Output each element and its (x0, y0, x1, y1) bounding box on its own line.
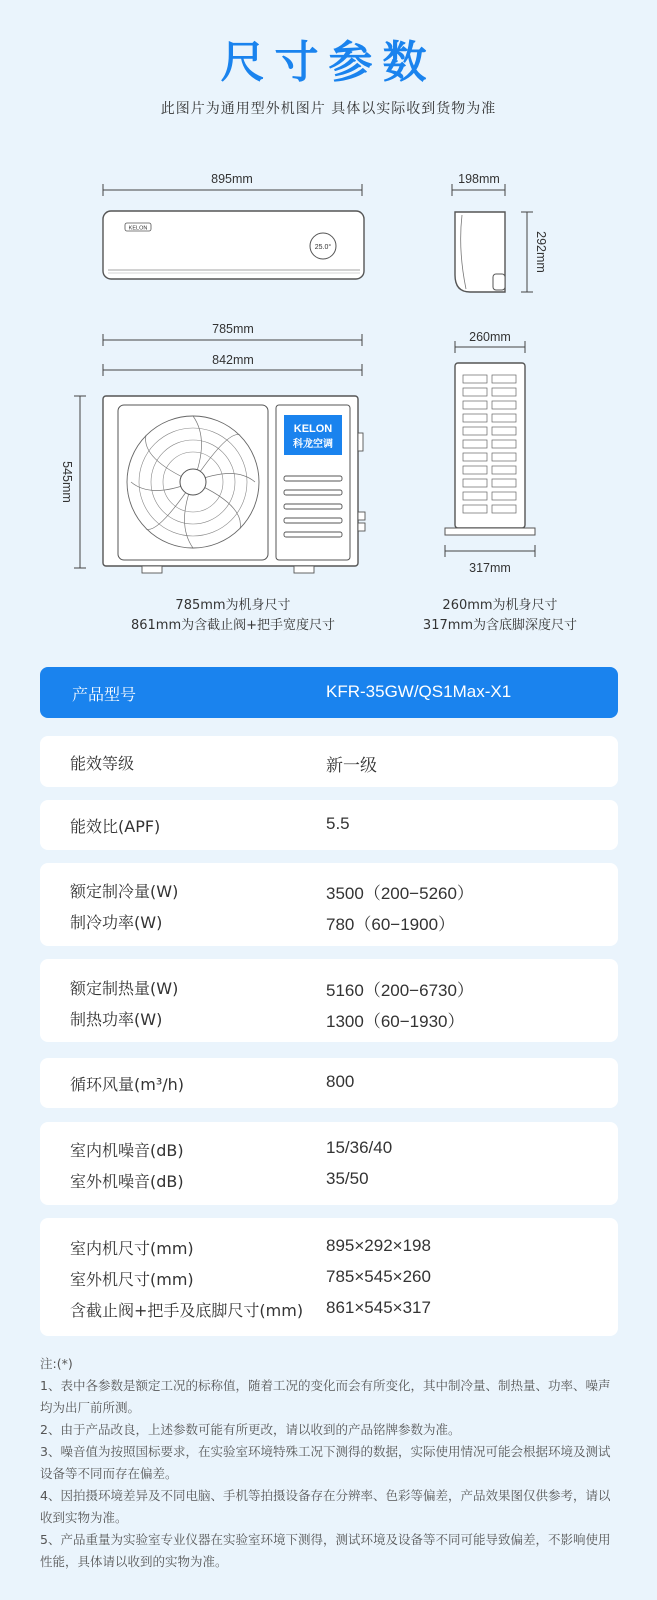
spec-label: 额定制热量(W) (70, 979, 179, 998)
note-item: 4、因拍摄环境差异及不同电脑、手机等拍摄设备存在分辨率、色彩等偏差，产品效果图仅供参考，请以收到实物为准。 (40, 1488, 611, 1525)
spec-card-cooling (40, 863, 618, 946)
spec-row (40, 1236, 618, 1258)
indoor-depth-label: 198mm (458, 172, 500, 186)
spec-label: 能效等级 (70, 754, 135, 773)
spec-label: 制冷功率(W) (70, 913, 163, 932)
caption-line: 785mm为机身尺寸 (175, 598, 291, 613)
spec-card-airflow (40, 1058, 618, 1108)
page-title: 尺寸参数 (220, 37, 437, 88)
spec-value: 35/50 (326, 1169, 369, 1188)
spec-value: 800 (326, 1072, 355, 1091)
spec-row (40, 1169, 618, 1191)
outdoor-logo-cn: 科龙空调 (293, 439, 333, 450)
caption-line: 317mm为含底脚深度尺寸 (422, 618, 578, 633)
outdoor-logo-en: KELON (293, 423, 333, 435)
spec-card-dimensions (40, 1218, 618, 1336)
note-item: 2、由于产品改良，上述参数可能有所更改，请以收到的产品铭牌参数为准。 (40, 1422, 461, 1437)
note-item: 5、产品重量为实验室专业仪器在实验室环境下测得，测试环境及设备等不同可能导致偏差，不影响使用性能，具体请以收到的实物为准。 (40, 1532, 611, 1569)
indoor-unit-side (455, 212, 505, 292)
spec-row (40, 1007, 618, 1029)
note-item: 3、噪音值为按照国标要求，在实验室环境特殊工况下测得的数据，实际使用情况可能会根据环境及测试设备等不同而存在偏差。 (40, 1444, 611, 1481)
outdoor-height-dimension (74, 396, 86, 568)
spec-row (40, 1072, 618, 1094)
spec-row (40, 814, 618, 836)
caption-line: 260mm为机身尺寸 (442, 598, 558, 613)
outdoor-depth-top-label: 260mm (469, 330, 511, 344)
page-subtitle: 此图片为通用型外机图片 具体以实际收到货物为准 (160, 101, 497, 117)
spec-row (40, 1298, 618, 1320)
dimension-diagrams (0, 0, 657, 650)
outdoor-unit-side (445, 363, 535, 535)
outdoor-feet (142, 566, 314, 573)
outdoor-valves (358, 433, 365, 531)
indoor-unit-front (103, 211, 364, 279)
spec-header-row (40, 667, 618, 718)
spec-row (40, 751, 618, 773)
spec-label: 额定制冷量(W) (70, 882, 179, 901)
spec-value: 785×545×260 (326, 1267, 431, 1286)
spec-label: 能效比(APF) (70, 817, 161, 836)
spec-label: 循环风量(m³/h) (70, 1075, 185, 1094)
indoor-width-label: 895mm (211, 172, 253, 186)
indoor-height-label: 292mm (534, 231, 548, 273)
spec-label: 室内机噪音(dB) (70, 1141, 184, 1160)
spec-value: 新一级 (326, 756, 377, 775)
spec-value: 15/36/40 (326, 1138, 393, 1157)
note-item: 1、表中各参数是额定工况的标称值，随着工况的变化而会有所变化，其中制冷量、制热量、功率、噪声均为出厂前所测。 (40, 1378, 611, 1415)
spec-value: 3500（200−5260） (326, 884, 474, 903)
spec-row (40, 879, 618, 901)
outdoor-side-caption (400, 596, 600, 636)
outdoor-unit-front (103, 396, 365, 573)
spec-value: 5.5 (326, 814, 350, 833)
spec-row (40, 1267, 618, 1289)
spec-row (40, 976, 618, 998)
spec-label: 室外机尺寸(mm) (70, 1270, 194, 1289)
notes-section (40, 1353, 620, 1573)
spec-row (40, 910, 618, 932)
spec-value: 1300（60−1930） (326, 1012, 465, 1031)
spec-card-efficiency-level (40, 736, 618, 787)
outdoor-depth-bottom-dimension (445, 545, 535, 557)
outdoor-front-caption (93, 596, 373, 636)
outdoor-total-width-label: 842mm (212, 353, 254, 367)
model-value: KFR-35GW/QS1Max-X1 (326, 682, 512, 701)
spec-row (40, 1138, 618, 1160)
spec-card-apf (40, 800, 618, 850)
spec-card-noise (40, 1122, 618, 1205)
spec-label: 含截止阀+把手及底脚尺寸(mm) (70, 1301, 304, 1320)
notes-title: 注:(*) (40, 1356, 73, 1371)
spec-value: 895×292×198 (326, 1236, 431, 1255)
indoor-height-dimension (521, 212, 533, 292)
model-label: 产品型号 (72, 685, 137, 704)
outdoor-depth-bottom-label: 317mm (469, 561, 511, 575)
spec-label: 室内机尺寸(mm) (70, 1239, 194, 1258)
indoor-display-readout: 25.0° (314, 244, 332, 251)
spec-label: 制热功率(W) (70, 1010, 163, 1029)
indoor-logo: KELON (128, 225, 148, 232)
caption-line: 861mm为含截止阀+把手宽度尺寸 (130, 618, 336, 633)
outdoor-height-label: 545mm (60, 461, 74, 503)
spec-card-heating (40, 959, 618, 1042)
spec-value: 780（60−1900） (326, 915, 456, 934)
outdoor-body-width-label: 785mm (212, 322, 254, 336)
spec-value: 5160（200−6730） (326, 981, 474, 1000)
spec-label: 室外机噪音(dB) (70, 1172, 184, 1191)
spec-value: 861×545×317 (326, 1298, 431, 1317)
